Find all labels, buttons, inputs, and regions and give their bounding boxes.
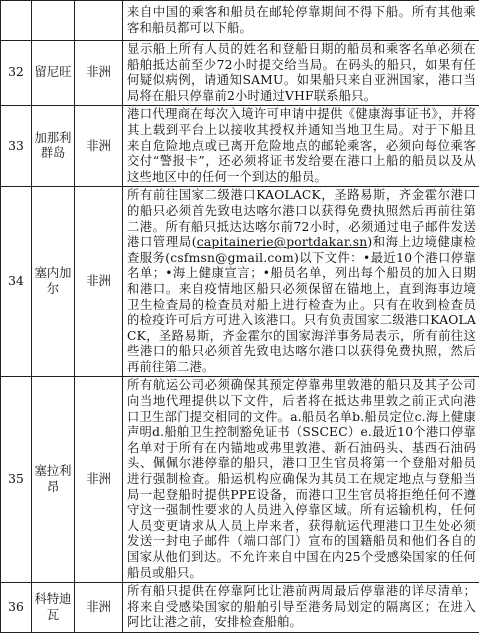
- table-row: [1, 377, 479, 583]
- row-number: 35: [1, 377, 32, 583]
- regulation-paragraph: 显示船上所有人员的姓名和登船日期的船员和乘客名单必须在船舶抵达前至少72小时提交给当局。在码头的船只，如果有任何疑似病例，请通知SAMU。如果船只来自亚洲国家，港口当局将在船只停靠前2小时通过VHF联系船只。: [127, 42, 476, 104]
- region-cell: 非洲: [75, 41, 123, 106]
- country-cell: [32, 1, 75, 41]
- paragraph-after-link: )和海上边境健康检查服务(csfmsn@gmail.com)以下文件：•最近10个港口停靠名单；•海上健康宣言；•船员名单，列出每个船员的加入日期和港口。来自疫情地区船只必须保留在锚地上，直到海事边境卫生检查局的检查员对船上进行检查为止。只有在收到检查员的检疫许可后方可进入该港口。只有负责国家二级港口KAOLACK，圣路易斯，齐金霍尔的国家海洋事务局表示，所有前往这些港口的船只必须首先致电达喀尔港口以获得免费执照，然后再前往第二港。: [127, 235, 476, 374]
- country-cell: 塞拉利昂: [32, 377, 75, 583]
- regulation-paragraph: [127, 188, 476, 375]
- regulation-paragraph: 来自中国的乘客和船员在邮轮停靠期间不得下船。所有其他乘客和船员都可以下船。: [127, 5, 476, 36]
- country-cell: 加那利群岛: [32, 106, 75, 187]
- region-cell: [75, 1, 123, 41]
- regulation-paragraph: 港口代理商在每次入境许可申请中提供《健康海事证书》，并将其上载到平台上以接收其授权并通知当地卫生局。对于下船且来自危险地点或已离开危险地点的邮轮乘客，必须向每位乘客交付“警报卡”，还必须将证书发给要在港口上船的船员以及从这些地区中的任何一个到达的船员。: [127, 107, 476, 185]
- row-number: 36: [1, 583, 32, 633]
- regulation-text: [123, 41, 479, 106]
- email-link[interactable]: capitainerie@portdakar.sn: [197, 235, 368, 249]
- paragraph-before-link: 所有前往国家二级港口KAOLACK，圣路易斯，齐金霍尔港口的船只必须首先致电达喀尔港口以获得免费执照然后再前往第二港。所有船只抵达达喀尔前72小时，必须通过电子邮件发送港口管理局(: [127, 188, 476, 249]
- country-cell: 留尼旺: [32, 41, 75, 106]
- regulation-text: [123, 1, 479, 41]
- row-number: [1, 1, 32, 41]
- row-number: 34: [1, 187, 32, 377]
- row-number: 32: [1, 41, 32, 106]
- regulation-paragraph: 所有船只提供在停靠阿比让港前两周最后停靠港的详尽清单；将来自受感染国家的船舶引导至港务局划定的隔离区；在进入阿比让港之前，安排检查船舶。: [127, 584, 476, 631]
- country-cell: 科特迪瓦: [32, 583, 75, 633]
- row-number: 33: [1, 106, 32, 187]
- table-row: [1, 187, 479, 377]
- regulation-text: [123, 377, 479, 583]
- regulation-text: [123, 187, 479, 377]
- table-row: [1, 583, 479, 633]
- region-cell: 非洲: [75, 377, 123, 583]
- regulation-text: [123, 106, 479, 187]
- table-row: [1, 106, 479, 187]
- table-row: [1, 1, 479, 41]
- regulation-paragraph: 所有航运公司必须确保其预定停靠弗里敦港的船只及其子公司向当地代理提供以下文件，后者将在抵达弗里敦之前正式向港口卫生部门提交相同的文件。a.船员名单b.船员定位c.海上健康声明d.船舶卫生控制豁免证书（SSCEC）e.最近10个港口停靠名单对于所有在内锚地或弗里敦港、新石油码头、基西石油码头、佩佩尔港停靠的船只，港口卫生官员将第一个登船对船员进行强制检查。船运机构应确保为其员工在规定地点与登船当局一起登船时提供PPE设备，而港口卫生官员将拒绝任何不遵守这一强制性要求的人员进入停靠区域。所有运输机构，任何人员变更请求从人员上岸来者，获得航运代理港口卫生处必须发送一封电子邮件（端口部门）宣布的国籍船员和他们各自的国家从他们到达。不允许来自中国在内25个受感染国家的任何船员或船只。: [127, 378, 476, 581]
- table-row: [1, 41, 479, 106]
- region-cell: 非洲: [75, 106, 123, 187]
- regulation-text: [123, 583, 479, 633]
- country-cell: 塞内加尔: [32, 187, 75, 377]
- region-cell: 非洲: [75, 583, 123, 633]
- region-cell: 非洲: [75, 187, 123, 377]
